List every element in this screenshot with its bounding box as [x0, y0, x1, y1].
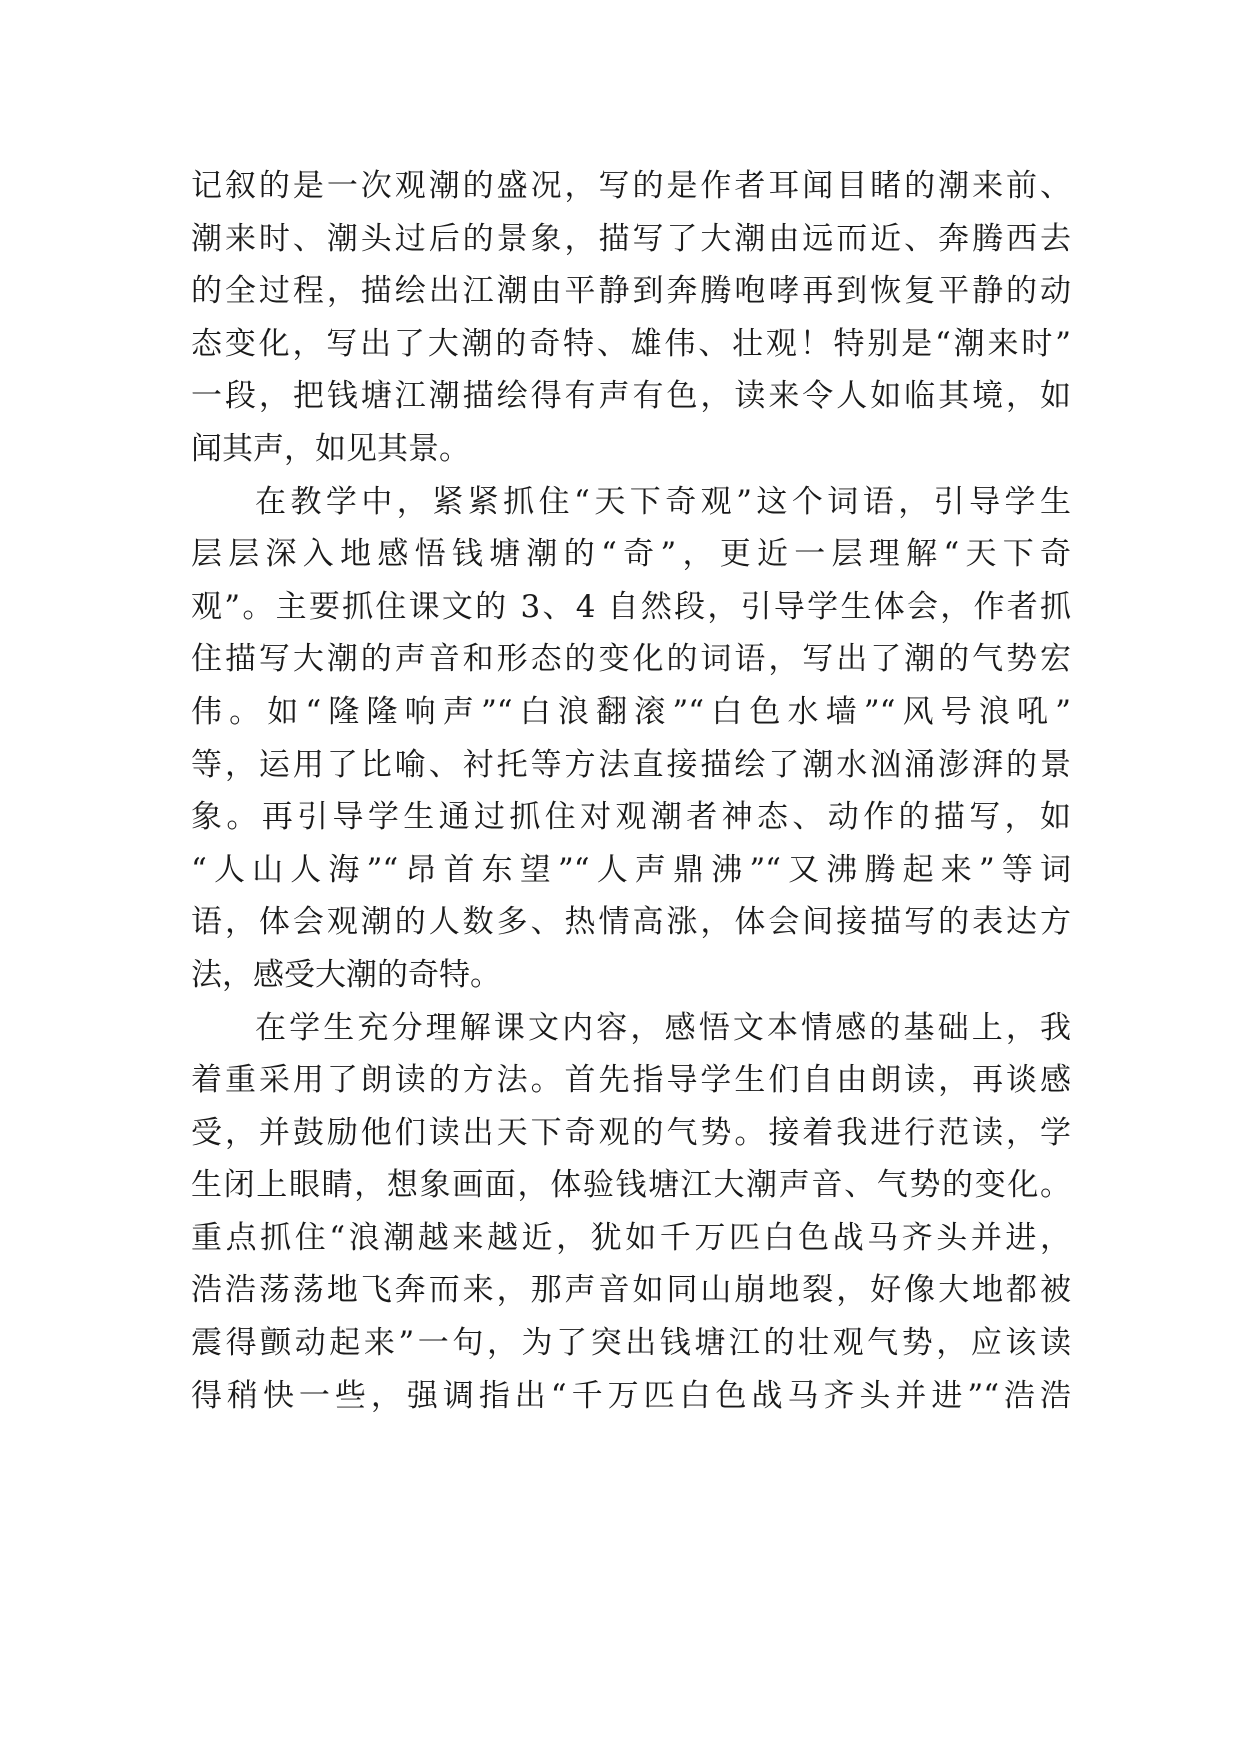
text-line: 重点抓住“浪潮越来越近，犹如千万匹白色战马齐头并进，: [191, 1219, 1071, 1256]
text-line: 法，感受大潮的奇特。: [191, 956, 501, 993]
text-line: 闻其声，如见其景。: [191, 430, 470, 467]
text-line: 在学生充分理解课文内容，感悟文本情感的基础上，我: [255, 1009, 1071, 1046]
text-line: 住描写大潮的声音和形态的变化的词语，写出了潮的气势宏: [191, 641, 1071, 678]
text-line: 层层深入地感悟钱塘潮的“奇”，更近一层理解“天下奇: [191, 536, 1071, 573]
body-text: [191, 160, 1071, 1422]
text-line: 一段，把钱塘江潮描绘得有声有色，读来令人如临其境，如: [191, 378, 1071, 415]
text-line: 震得颤动起来”一句，为了突出钱塘江的壮观气势，应该读: [191, 1325, 1071, 1362]
text-line: 记叙的是一次观潮的盛况，写的是作者耳闻目睹的潮来前、: [191, 168, 1071, 204]
text-line: 浩浩荡荡地飞奔而来，那声音如同山崩地裂，好像大地都被: [191, 1272, 1071, 1309]
text-line: 等，运用了比喻、衬托等方法直接描绘了潮水汹涌澎湃的景: [191, 746, 1071, 783]
text-line: 观”。主要抓住课文的 3、4 自然段，引导学生体会，作者抓: [191, 588, 1071, 625]
text-line: 的全过程，描绘出江潮由平静到奔腾咆哮再到恢复平静的动: [191, 273, 1071, 310]
text-line: 语，体会观潮的人数多、热情高涨，体会间接描写的表达方: [191, 904, 1071, 941]
text-line: 着重采用了朗读的方法。首先指导学生们自由朗读，再谈感: [191, 1062, 1071, 1099]
text-line: 伟。如“隆隆响声”“白浪翻滚”“白色水墙”“风号浪吼”: [191, 693, 1071, 730]
text-line: 象。再引导学生通过抓住对观潮者神态、动作的描写，如: [191, 799, 1071, 836]
text-line: 受，并鼓励他们读出天下奇观的气势。接着我进行范读，学: [191, 1114, 1071, 1151]
text-line: 在教学中，紧紧抓住“天下奇观”这个词语，引导学生: [255, 483, 1071, 520]
text-line: 态变化，写出了大潮的奇特、雄伟、壮观！特别是“潮来时”: [191, 325, 1071, 362]
text-line: 潮来时、潮头过后的景象，描写了大潮由远而近、奔腾西去: [191, 220, 1071, 257]
text-line: 生闭上眼睛，想象画面，体验钱塘江大潮声音、气势的变化。: [191, 1167, 1071, 1204]
text-line: “人山人海”“昂首东望”“人声鼎沸”“又沸腾起来”等词: [191, 851, 1071, 888]
text-line: 得稍快一些，强调指出“千万匹白色战马齐头并进”“浩浩: [191, 1377, 1071, 1414]
